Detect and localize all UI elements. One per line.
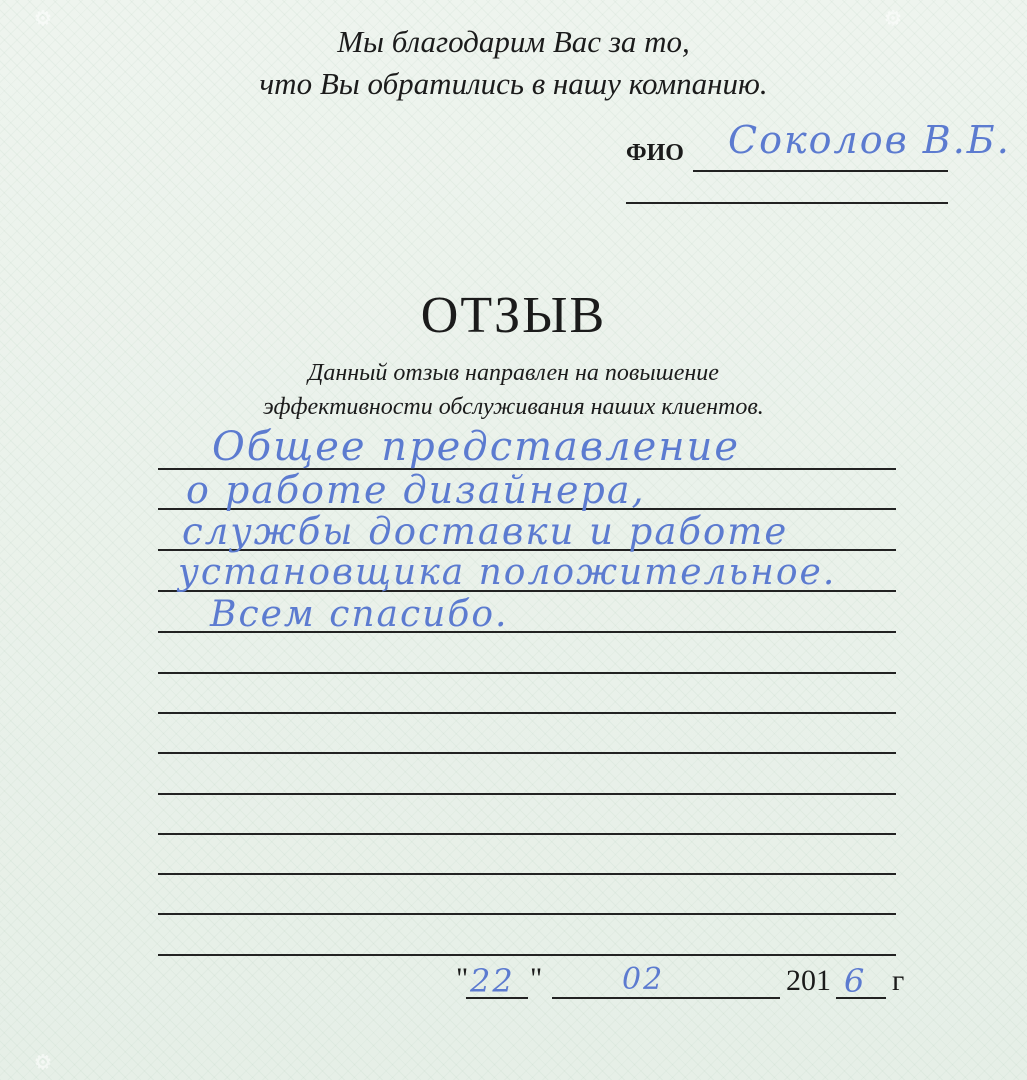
date-day-line: [466, 997, 528, 999]
review-line: [158, 954, 896, 956]
review-text-line: Общее представление: [212, 424, 741, 470]
date-day-quote-open: ": [456, 962, 469, 995]
review-line: [158, 793, 896, 795]
fio-line: [693, 170, 948, 172]
page-title: ОТЗЫВ: [420, 287, 607, 344]
review-line: [158, 752, 896, 754]
corner-watermark-icon: ⚙: [34, 8, 58, 30]
review-text-line: службы доставки и работе: [182, 510, 789, 553]
review-line: [158, 833, 896, 835]
date-year-prefix: 201: [786, 964, 831, 997]
review-line: [158, 672, 896, 674]
date-month: 02: [622, 962, 665, 997]
review-line: [158, 712, 896, 714]
review-text-line: Всем спасибо.: [210, 594, 509, 635]
date-day: 22: [470, 962, 515, 1000]
review-text-line: установщика положительное.: [178, 552, 837, 593]
corner-watermark-icon: ⚙: [884, 8, 908, 30]
thanks-line-1: Мы благодарим Вас за то,: [337, 24, 690, 59]
date-year-suffix: г: [892, 964, 905, 997]
fio-label: ФИО: [626, 140, 684, 166]
corner-watermark-icon: ⚙: [34, 1052, 58, 1074]
fio-value: Соколов В.Б.: [728, 118, 1011, 162]
thanks-line-2: что Вы обратились в нашу компанию.: [259, 66, 768, 101]
review-line: [158, 913, 896, 915]
review-line: [158, 873, 896, 875]
review-text-line: о работе дизайнера,: [186, 468, 646, 512]
subtitle-line-1: Данный отзыв направлен на повышение: [308, 360, 719, 386]
date-year-line: [836, 997, 886, 999]
date-month-line: [552, 997, 780, 999]
subtitle-line-2: эффективности обслуживания наших клиентов.: [263, 394, 764, 420]
fio-line-2: [626, 202, 948, 204]
date-day-quote-close: ": [530, 962, 543, 995]
date-year-digit: 6: [844, 962, 867, 1000]
